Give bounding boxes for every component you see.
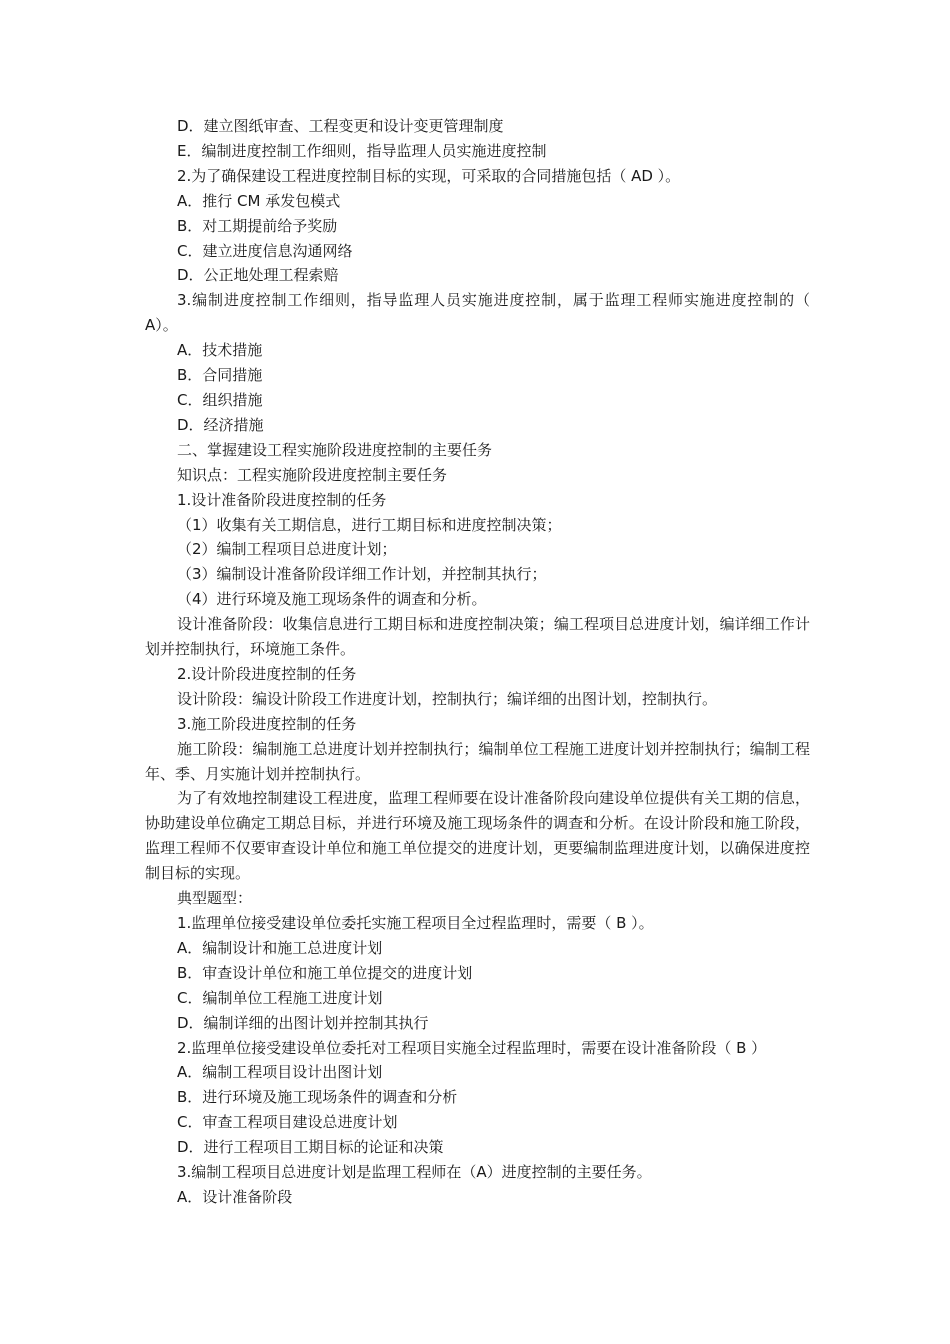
subheading: 典型题型： — [177, 889, 253, 908]
answer-option: A．设计准备阶段 — [177, 1187, 293, 1206]
answer-option: B．进行环境及施工现场条件的调查和分析 — [177, 1088, 458, 1107]
answer-option: D．编制详细的出图计划并控制其执行 — [177, 1013, 429, 1032]
answer-option: B．合同措施 — [177, 366, 263, 385]
answer-option: B．审查设计单位和施工单位提交的进度计划 — [177, 963, 473, 982]
summary-paragraph: 设计准备阶段：收集信息进行工期目标和进度控制决策；编工程项目总进度计划，编详细工作计划并控制执行，环境施工条件。 — [145, 615, 810, 659]
list-item: （1）收集有关工期信息，进行工期目标和进度控制决策； — [177, 515, 562, 534]
list-item: （2）编制工程项目总进度计划； — [177, 540, 397, 559]
answer-option: D．公正地处理工程索赔 — [177, 266, 339, 285]
text-line: 设计阶段：编设计阶段工作进度计划，控制执行；编详细的出图计划，控制执行。 — [177, 689, 718, 708]
question-line: 2.为了确保建设工程进度控制目标的实现，可采取的合同措施包括（ AD ）。 — [177, 166, 681, 185]
subheading: 2.设计阶段进度控制的任务 — [177, 664, 357, 683]
list-item: （4）进行环境及施工现场条件的调查和分析。 — [177, 590, 487, 609]
answer-option: C．审查工程项目建设总进度计划 — [177, 1113, 398, 1132]
answer-option: A．编制工程项目设计出图计划 — [177, 1063, 383, 1082]
question-line: 1.监理单位接受建设单位委托实施工程项目全过程监理时，需要（ B ）。 — [177, 914, 654, 932]
subheading: 3.施工阶段进度控制的任务 — [177, 714, 357, 733]
question-line: 2.监理单位接受建设单位委托对工程项目实施全过程监理时，需要在设计准备阶段（ B ） — [177, 1038, 767, 1057]
answer-option: D．经济措施 — [177, 415, 264, 434]
question-paragraph: 3.编制进度控制工作细则，指导监理人员实施进度控制，属于监理工程师实施进度控制的（ A）。 — [145, 291, 810, 335]
knowledge-point: 知识点：工程实施阶段进度控制主要任务 — [177, 465, 448, 484]
answer-option: B．对工期提前给予奖励 — [177, 216, 338, 235]
document-body — [145, 114, 810, 1210]
answer-option: A．技术措施 — [177, 341, 263, 360]
summary-paragraph: 施工阶段：编制施工总进度计划并控制执行；编制单位工程施工进度计划并控制执行；编制工程年、季、月实施计划并控制执行。 — [145, 739, 810, 783]
body-paragraph: 为了有效地控制建设工程进度，监理工程师要在设计准备阶段向建设单位提供有关工期的信息，协助建设单位确定工期总目标，并进行环境及施工现场条件的调查和分析。在设计阶段和施工阶段，监理工程师不仅要审查设计单位和施工单位提交的进度计划，更要编制监理进度计划，以确保进度控制目标的实现。 — [145, 789, 810, 883]
subheading: 1.设计准备阶段进度控制的任务 — [177, 490, 387, 509]
answer-option: C．编制单位工程施工进度计划 — [177, 988, 383, 1007]
text-line: E．编制进度控制工作细则，指导监理人员实施进度控制 — [177, 141, 547, 160]
answer-option: D．进行工程项目工期目标的论证和决策 — [177, 1138, 444, 1157]
text-line: D．建立图纸审查、工程变更和设计变更管理制度 — [177, 117, 504, 135]
section-heading: 二、掌握建设工程实施阶段进度控制的主要任务 — [177, 440, 493, 459]
answer-option: A．编制设计和施工总进度计划 — [177, 938, 383, 957]
list-item: （3）编制设计准备阶段详细工作计划，并控制其执行； — [177, 565, 547, 584]
answer-option: C．组织措施 — [177, 390, 263, 409]
question-line: 3.编制工程项目总进度计划是监理工程师在（A）进度控制的主要任务。 — [177, 1163, 652, 1182]
answer-option: C．建立进度信息沟通网络 — [177, 241, 353, 260]
answer-option: A．推行 CM 承发包模式 — [177, 191, 341, 210]
